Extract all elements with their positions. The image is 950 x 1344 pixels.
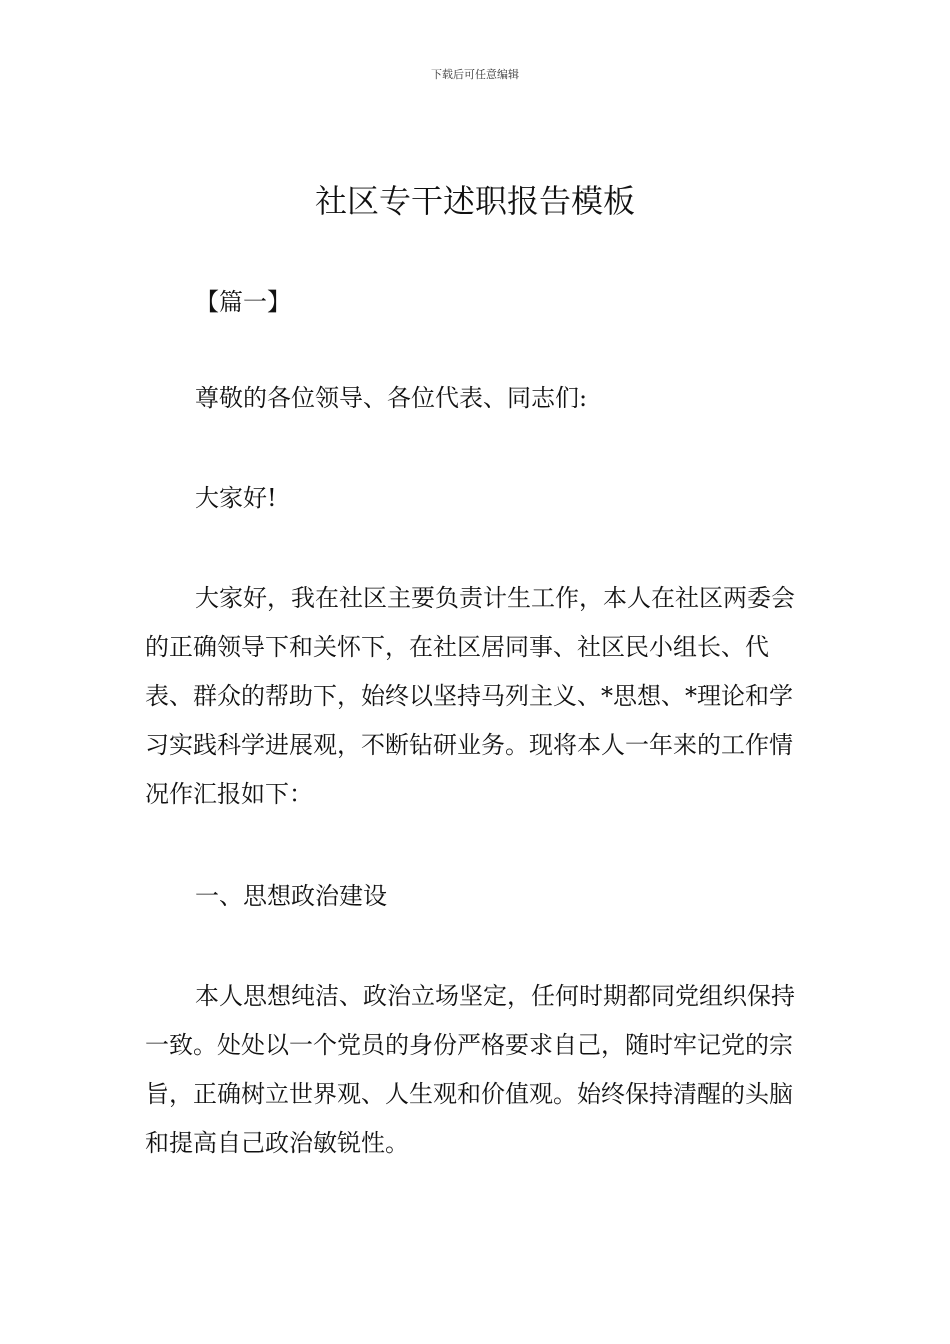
intro-paragraph: 大家好，我在社区主要负责计生工作，本人在社区两委会的正确领导下和关怀下，在社区居同事、社区民小组长、代表、群众的帮助下，始终以坚持马列主义、*思想、*理论和学习实践科学进展观，不断钻研业务。现将本人一年来的工作情况作汇报如下：: [145, 584, 795, 808]
document-title: 社区专干述职报告模板: [314, 182, 635, 220]
section-label: 【篇一】: [195, 288, 291, 316]
greeting: 大家好!: [195, 484, 277, 512]
salutation: 尊敬的各位领导、各位代表、同志们:: [195, 384, 588, 412]
section-heading: 一、思想政治建设: [195, 882, 387, 910]
body-paragraph: 本人思想纯洁、政治立场坚定，任何时期都同党组织保持一致。处处以一个党员的身份严格要求自己，随时牢记党的宗旨，正确树立世界观、人生观和价值观。始终保持清醒的头脑和提高自己政治敏锐性。: [145, 982, 795, 1157]
header-note: 下载后可任意编辑: [431, 68, 519, 81]
